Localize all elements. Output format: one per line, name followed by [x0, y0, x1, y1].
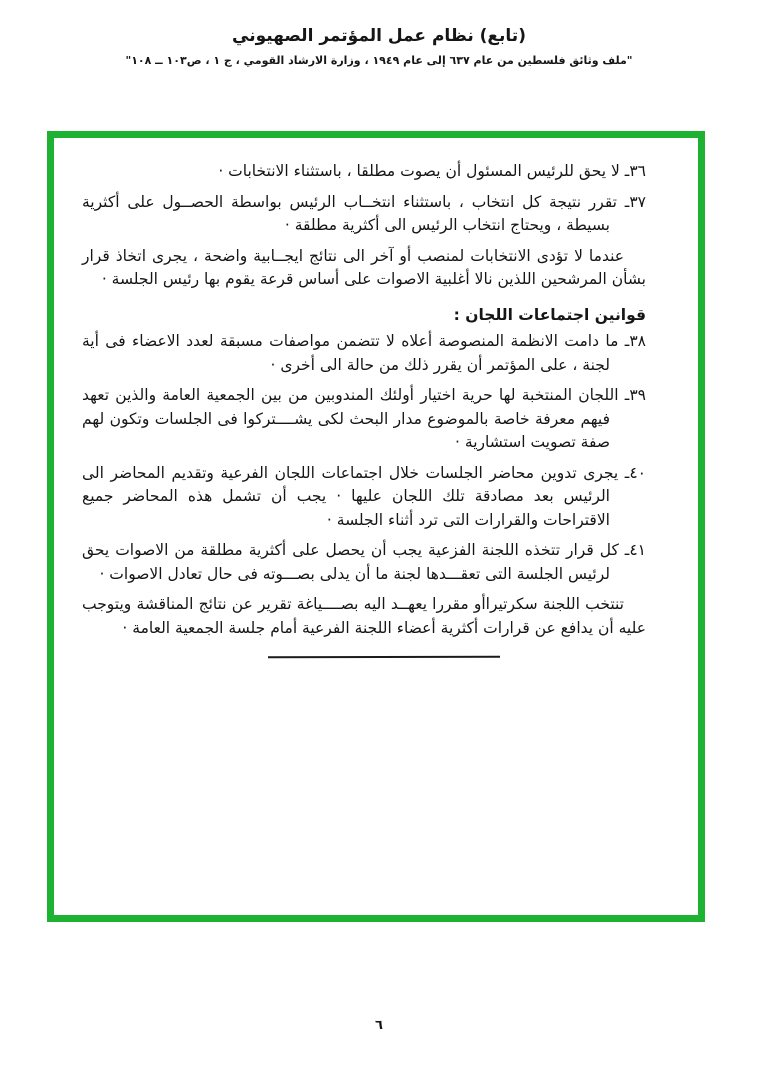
- secretary-paragraph: تنتخب اللجنة سكرتيراأو مقررا يعهــد اليه بصــــياغة تقرير عن نتائج المناقشة ويتوجب عليه أن يدافع عن قرارات أكثرية أعضاء اللجنة الفرعية أمام جلسة الجمعية العامة ·: [82, 595, 646, 637]
- section-heading-committee-rules: قوانين اجتماعات اللجان :: [453, 305, 646, 324]
- clause-37-number: ٣٧ـ: [624, 192, 646, 211]
- clause-40: [82, 462, 646, 533]
- clause-41-number: ٤١ـ: [624, 541, 646, 559]
- clause-38: [82, 330, 646, 377]
- end-of-text-divider-line: [268, 656, 500, 659]
- clause-41-text: كل قرار تتخذه اللجنة الفزعية يجب أن يحصل على أكثرية مطلقة من الاصوات يحق لرئيس الجلسة التى تعقـــدها لجنة ما أن يدلى بصـــوته فى حال تعادل الاصوات ·: [82, 541, 619, 583]
- clause-37: [82, 191, 646, 238]
- clause-39-number: ٣٩ـ: [624, 386, 646, 404]
- clause-36: [82, 160, 646, 184]
- clause-38-text: ما دامت الانظمة المنصوصة أعلاه لا تتضمن مواصفات مسبقة لعدد الاعضاء فى أية لجنة ، على المؤتمر أن يقرر ذلك من حالة الى أخرى ·: [82, 332, 619, 374]
- clause-36-number: ٣٦ـ: [624, 162, 646, 180]
- clause-37-text: تقرر نتيجة كل انتخاب ، باستثناء انتخــاب الرئيس بواسطة الحصــول على أكثرية بسيطة ، ويحتاج انتخاب الرئيس الى أكثرية مطلقة ·: [82, 192, 617, 234]
- clause-39: [82, 384, 646, 455]
- clause-36-text: لا يحق للرئيس المسئول أن يصوت مطلقا ، باستثناء الانتخابات ·: [218, 162, 620, 180]
- clause-39-text: اللجان المنتخبة لها حرية اختيار أولئك المندوبين من بين الجمعية العامة والذين تعهد فيهم معرفة خاصة بالموضوع مدار البحث لكى يشــــتركوا فى الجلسات وتكون لهم صفة تصويت استشارية ·: [82, 386, 619, 451]
- clause-40-number: ٤٠ـ: [624, 463, 646, 482]
- tie-break-paragraph: عندما لا تؤدى الانتخابات لمنصب أو آخر الى نتائج ايجــابية واضحة ، يجرى اتخاذ قرار بشأن المرشحين اللذين نالا أغلبية الاصوات على أساس قرعة يقوم بها رئيس الجلسة ·: [82, 246, 646, 288]
- document-body: [82, 160, 646, 658]
- clause-38-number: ٣٨ـ: [624, 332, 646, 350]
- document-source-citation: "ملف وثائق فلسطين من عام ٦٣٧ إلى عام ١٩٤٩ ، وزارة الارشاد القومي ، ج ١ ، ص١٠٣ ــ ١٠٨": [125, 54, 633, 67]
- page-number: ٦: [375, 1018, 383, 1033]
- green-content-frame: [47, 131, 705, 922]
- clause-41: [82, 539, 646, 586]
- clause-40-text: يجرى تدوين محاضر الجلسات خلال اجتماعات اللجان الفرعية وتقديم المحاضر الى الرئيس بعد مصادقة تلك اللجان عليها · يجب أن تشمل هذه المحاضر جميع الاقتراحات والقرارات التى ترد أثناء الجلسة ·: [82, 463, 619, 529]
- document-header: [0, 26, 758, 67]
- document-title: (تابع) نظام عمل المؤتمر الصهيوني: [232, 26, 526, 46]
